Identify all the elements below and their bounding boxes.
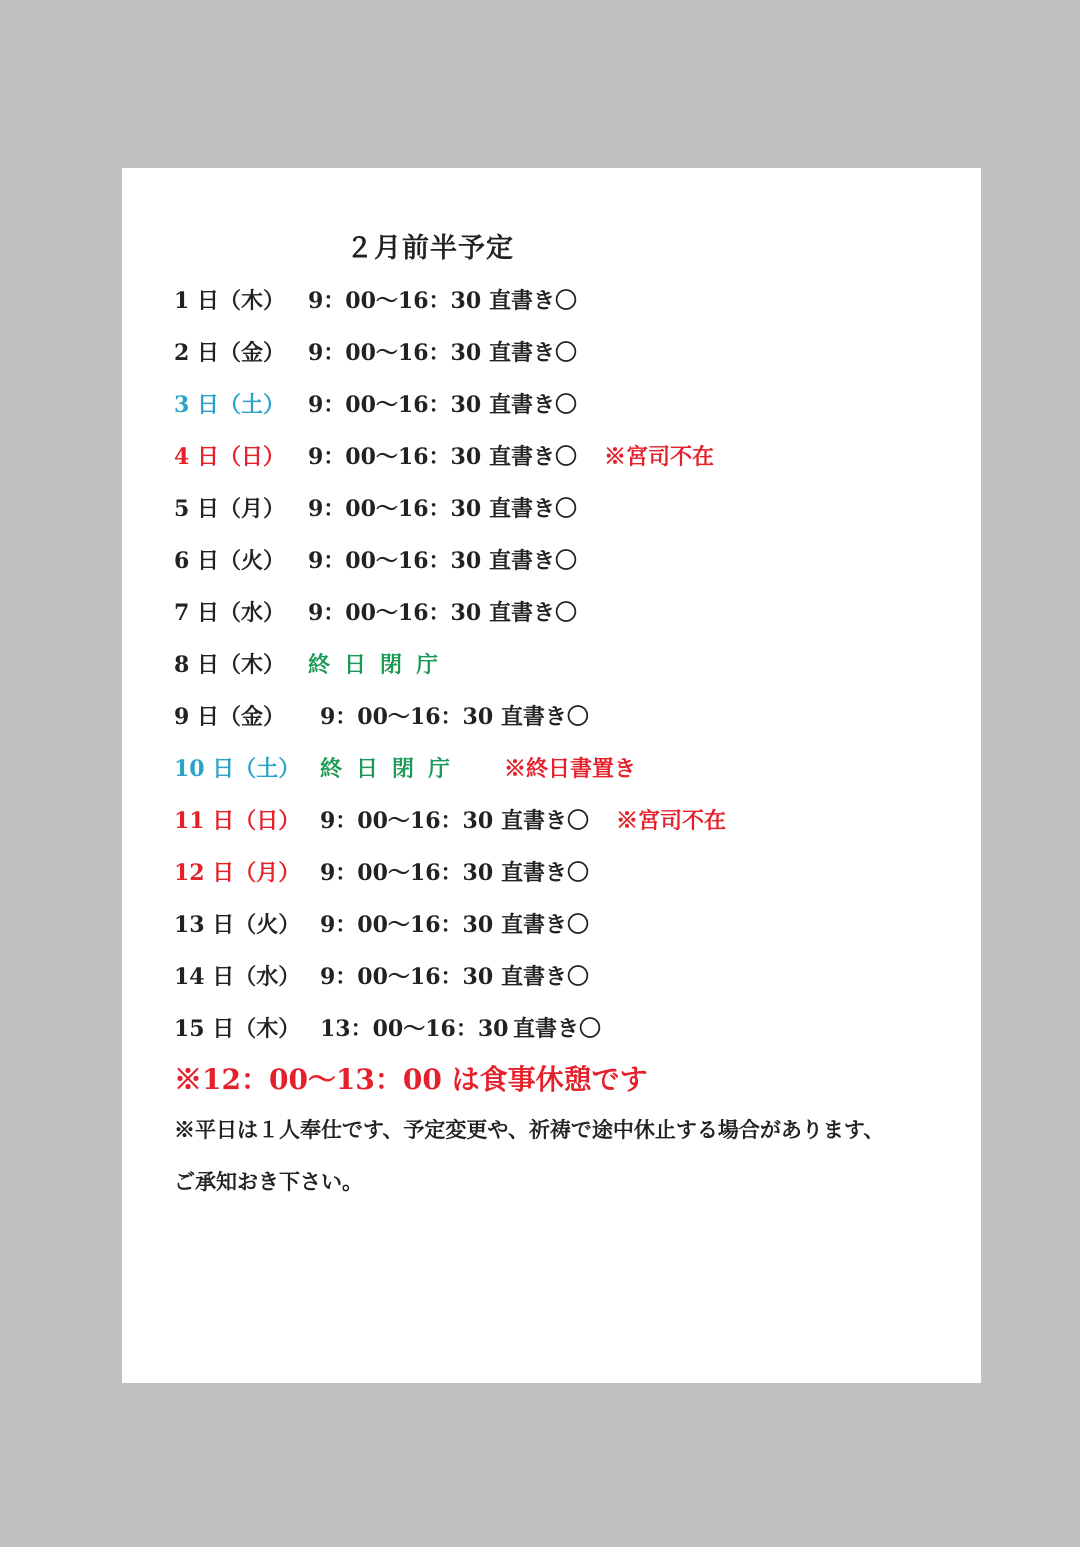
row-date: 11 日（日） <box>174 808 301 834</box>
row-hours: 9：00〜16：30 <box>308 496 482 522</box>
row-hours: 9：00〜16：30 直書き〇 <box>320 704 589 730</box>
row-date: 3 日（土） <box>174 392 285 418</box>
row-note: ※宮司不在 <box>604 444 715 470</box>
row-naosho: 直書き〇 <box>489 600 578 626</box>
page-title: ２月前半予定 <box>346 233 514 264</box>
row-naosho: 直書き〇 <box>501 912 590 938</box>
row-date: 8 日（木） <box>174 652 285 678</box>
row-hours: 9：00〜16：30 <box>320 912 494 938</box>
lunch-break-notice: ※12：00〜13：00 は食事休憩です <box>174 1063 648 1096</box>
row-closed: 終日閉庁 <box>320 756 465 782</box>
row-naosho: 直書き〇 <box>501 808 590 834</box>
row-naosho: 直書き〇 <box>489 548 578 574</box>
schedule-page <box>122 168 981 1383</box>
row-date: 12 日（月） <box>174 860 301 886</box>
row-note: ※終日書置き <box>504 756 637 782</box>
row-date: 2 日（金） <box>174 340 285 366</box>
row-date: 13 日（火） <box>174 912 301 938</box>
row-naosho: 直書き〇 <box>489 340 578 366</box>
footer-note-line-1: ※平日は１人奉仕です、予定変更や、祈祷で途中休止する場合があります、 <box>174 1117 885 1142</box>
row-date: 9 日（金） <box>174 704 285 730</box>
row-hours: 9：00〜16：30 <box>320 964 494 990</box>
row-naosho: 直書き〇 <box>489 496 578 522</box>
footer-note-line-2: ご承知おき下さい。 <box>174 1169 363 1194</box>
row-hours: 9：00〜16：30 <box>308 392 482 418</box>
row-naosho: 直書き〇 <box>489 392 578 418</box>
row-naosho: 直書き〇 <box>501 964 590 990</box>
row-naosho: 直書き〇 <box>513 1016 602 1042</box>
row-naosho: 直書き〇 <box>489 288 578 314</box>
row-hours: 9：00〜16：30 <box>308 288 482 314</box>
row-hours: 9：00〜16：30 <box>320 808 494 834</box>
row-date: 7 日（水） <box>174 600 285 626</box>
row-date: 4 日（日） <box>174 444 285 470</box>
row-date: 6 日（火） <box>174 548 285 574</box>
row-hours: 9：00〜16：30 <box>320 860 494 886</box>
row-hours: 9：00〜16：30 <box>308 340 482 366</box>
row-date: 10 日（土） <box>174 756 301 782</box>
row-hours: 9：00〜16：30 <box>308 444 482 470</box>
row-date: 14 日（水） <box>174 964 301 990</box>
row-hours: 9：00〜16：30 <box>308 548 482 574</box>
row-closed: 終日閉庁 <box>308 652 453 678</box>
row-naosho: 直書き〇 <box>501 860 590 886</box>
row-hours: 9：00〜16：30 <box>308 600 482 626</box>
row-date: 5 日（月） <box>174 496 285 522</box>
row-date: 1 日（木） <box>174 288 285 314</box>
row-naosho: 直書き〇 <box>489 444 578 470</box>
row-date: 15 日（木） <box>174 1016 301 1042</box>
row-note: ※宮司不在 <box>616 808 727 834</box>
row-hours: 13：00〜16：30 <box>320 1016 509 1042</box>
